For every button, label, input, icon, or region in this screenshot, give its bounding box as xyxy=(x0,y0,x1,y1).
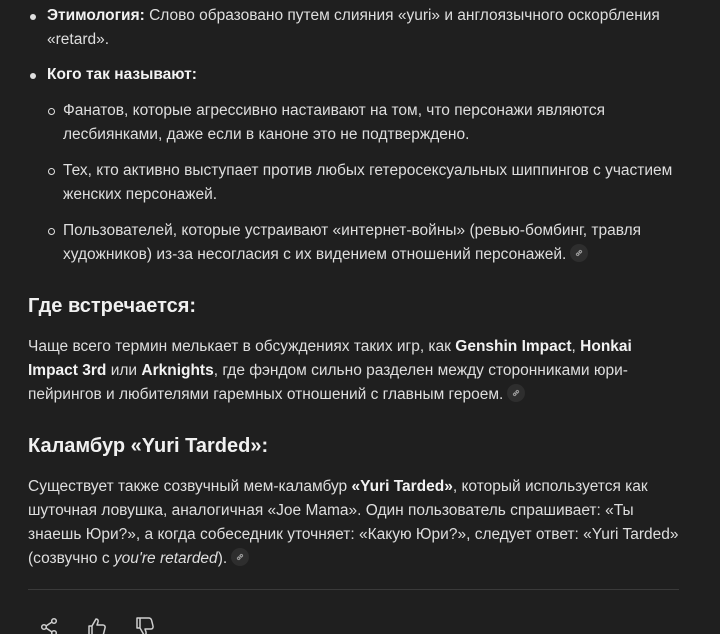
link-icon[interactable] xyxy=(231,548,249,566)
where-text-2: , xyxy=(571,338,581,355)
link-icon[interactable] xyxy=(570,244,588,262)
where-paragraph xyxy=(0,335,720,407)
where-text-4: , где фэндом сильно разделен между сторонниками юри-пейрингов и любителями гаремных отношений с главным героем. xyxy=(28,362,628,403)
list-item xyxy=(47,99,680,147)
list-item-who xyxy=(0,63,680,267)
bullet-list xyxy=(0,4,720,267)
action-bar xyxy=(38,616,156,634)
etymology-text: Слово образовано путем слияния «yuri» и англоязычного оскорбления «retard». xyxy=(47,7,660,48)
game-genshin: Genshin Impact xyxy=(455,338,572,355)
list-item xyxy=(47,159,680,207)
pun-text-2: , который используется как шуточная ловушка, аналогичная «Joe Mama». Один пользователь спрашивает: «Ты знаешь Юри?», а когда собеседник уточняет: «Какую Юри?», следует ответ: «Yuri Tarded» (созвучно с xyxy=(28,478,679,567)
section-heading-where: Где встречается: xyxy=(28,295,197,317)
link-icon[interactable] xyxy=(507,384,525,402)
who-item-3: Пользователей, которые устраивают «интернет-войны» (ревью-бомбинг, травля художников) из-за несогласия с их видением отношений персонажей. xyxy=(63,222,642,263)
thumbs-down-icon[interactable] xyxy=(134,616,156,634)
section-heading-pun: Каламбур «Yuri Tarded»: xyxy=(28,435,269,457)
who-label: Кого так называют: xyxy=(47,66,197,83)
pun-text-1: Существует также созвучный мем-каламбур xyxy=(28,478,352,495)
who-sublist xyxy=(47,99,680,267)
game-honkai: Honkai Impact 3rd xyxy=(28,338,632,379)
pun-paragraph xyxy=(0,475,720,571)
thumbs-up-icon[interactable] xyxy=(86,616,108,634)
who-item-1: Фанатов, которые агрессивно настаивают на том, что персонажи являются лесбиянками, даже если в каноне это не подтверждено. xyxy=(63,102,605,143)
share-icon[interactable] xyxy=(38,616,60,634)
etymology-label: Этимология: xyxy=(47,7,145,24)
where-text-3: или xyxy=(106,362,142,379)
list-item-etymology xyxy=(0,4,680,52)
divider xyxy=(28,589,679,590)
who-item-2: Тех, кто активно выступает против любых гетеросексуальных шиппингов с участием женских персонажей. xyxy=(63,162,673,203)
pun-italic: you're retarded xyxy=(113,550,218,567)
list-item xyxy=(47,219,680,267)
pun-text-3: ). xyxy=(217,550,228,567)
game-arknights: Arknights xyxy=(141,362,214,379)
pun-bold: «Yuri Tarded» xyxy=(351,478,453,495)
where-text-1: Чаще всего термин мелькает в обсуждениях таких игр, как xyxy=(28,338,456,355)
